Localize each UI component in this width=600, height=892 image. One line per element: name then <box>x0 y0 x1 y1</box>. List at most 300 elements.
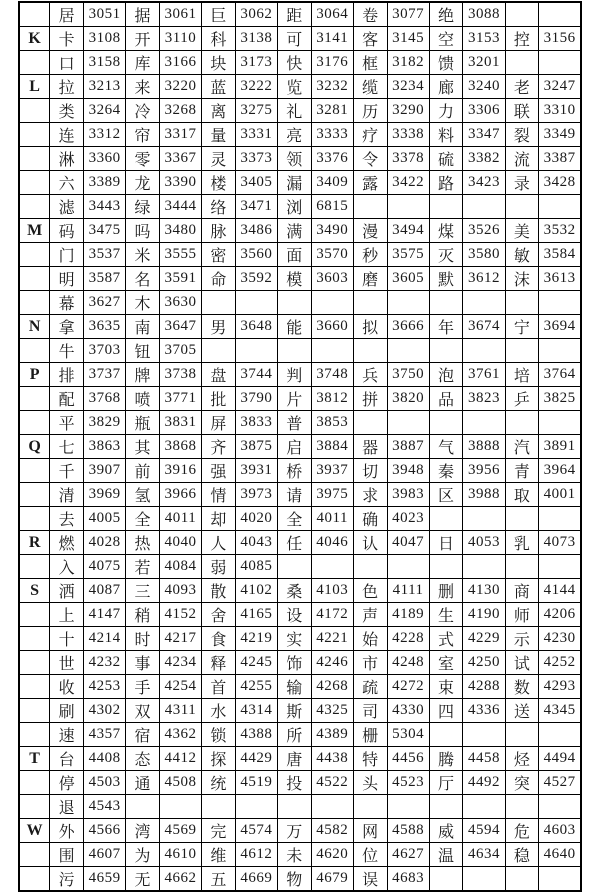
table-row <box>19 291 581 315</box>
code-cell: 3182 <box>387 51 429 75</box>
character-cell: 平 <box>50 411 84 435</box>
character-cell: 品 <box>429 387 463 411</box>
character-cell: 稳 <box>505 843 539 867</box>
table-row <box>19 651 581 675</box>
character-cell: 弱 <box>202 555 236 579</box>
section-letter-cell <box>19 771 50 795</box>
section-letter-cell <box>19 267 50 291</box>
section-letter-cell: W <box>19 819 50 843</box>
character-cell <box>277 555 311 579</box>
character-cell: 氢 <box>126 483 160 507</box>
code-cell: 3812 <box>311 387 353 411</box>
section-letter-cell <box>19 387 50 411</box>
character-cell: 缆 <box>353 75 387 99</box>
code-cell: 3108 <box>84 27 126 51</box>
character-cell: 室 <box>429 651 463 675</box>
character-cell: 四 <box>429 699 463 723</box>
code-cell: 3347 <box>463 123 505 147</box>
section-letter-cell: M <box>19 219 50 243</box>
code-cell: 3338 <box>387 123 429 147</box>
code-cell: 4543 <box>84 795 126 819</box>
character-cell: 幕 <box>50 291 84 315</box>
section-letter-cell: N <box>19 315 50 339</box>
code-cell: 3373 <box>235 147 277 171</box>
code-cell: 3948 <box>387 459 429 483</box>
character-cell <box>429 555 463 579</box>
code-cell: 4456 <box>387 747 429 771</box>
code-cell: 4221 <box>311 627 353 651</box>
character-cell: 乒 <box>505 387 539 411</box>
character-cell: 通 <box>126 771 160 795</box>
code-cell: 3061 <box>159 2 201 27</box>
table-row <box>19 339 581 363</box>
code-cell: 3222 <box>235 75 277 99</box>
character-cell <box>353 291 387 315</box>
character-cell: 区 <box>429 483 463 507</box>
code-cell: 4288 <box>463 675 505 699</box>
table-row <box>19 219 581 243</box>
table-row <box>19 99 581 123</box>
character-cell <box>277 291 311 315</box>
code-cell: 4254 <box>159 675 201 699</box>
code-cell: 3409 <box>311 171 353 195</box>
character-cell: 稍 <box>126 603 160 627</box>
character-cell: 十 <box>50 627 84 651</box>
character-cell: 器 <box>353 435 387 459</box>
character-cell: 库 <box>126 51 160 75</box>
character-cell: 牌 <box>126 363 160 387</box>
character-cell: 温 <box>429 843 463 867</box>
character-cell: 快 <box>277 51 311 75</box>
character-cell: 湾 <box>126 819 160 843</box>
character-cell: 疗 <box>353 123 387 147</box>
code-cell <box>539 507 581 531</box>
code-cell: 4073 <box>539 531 581 555</box>
code-cell: 3378 <box>387 147 429 171</box>
code-cell: 4494 <box>539 747 581 771</box>
character-cell <box>353 339 387 363</box>
character-cell <box>505 723 539 747</box>
character-cell: 空 <box>429 27 463 51</box>
section-letter-cell: S <box>19 579 50 603</box>
code-cell: 3490 <box>311 219 353 243</box>
code-cell: 4302 <box>84 699 126 723</box>
character-cell: 试 <box>505 651 539 675</box>
character-cell: 美 <box>505 219 539 243</box>
code-cell: 3771 <box>159 387 201 411</box>
character-cell: 流 <box>505 147 539 171</box>
character-cell: 绿 <box>126 195 160 219</box>
code-cell <box>463 507 505 531</box>
code-cell: 4330 <box>387 699 429 723</box>
character-cell: 录 <box>505 171 539 195</box>
section-letter-cell <box>19 795 50 819</box>
code-cell: 3603 <box>311 267 353 291</box>
character-cell: 事 <box>126 651 160 675</box>
character-cell: 口 <box>50 51 84 75</box>
code-cell: 4253 <box>84 675 126 699</box>
code-cell: 3966 <box>159 483 201 507</box>
code-cell: 4147 <box>84 603 126 627</box>
code-cell: 4659 <box>84 867 126 892</box>
code-cell: 3312 <box>84 123 126 147</box>
character-cell: 无 <box>126 867 160 892</box>
character-cell: 淋 <box>50 147 84 171</box>
character-cell: 疏 <box>353 675 387 699</box>
character-cell: 廊 <box>429 75 463 99</box>
table-row <box>19 579 581 603</box>
code-cell: 3247 <box>539 75 581 99</box>
code-cell: 4336 <box>463 699 505 723</box>
table-row <box>19 27 581 51</box>
character-cell: 危 <box>505 819 539 843</box>
code-cell: 4102 <box>235 579 277 603</box>
code-cell: 4043 <box>235 531 277 555</box>
character-cell: 时 <box>126 627 160 651</box>
character-cell: 络 <box>202 195 236 219</box>
code-cell: 3790 <box>235 387 277 411</box>
character-cell: 煤 <box>429 219 463 243</box>
table-row <box>19 315 581 339</box>
character-cell: 厅 <box>429 771 463 795</box>
character-cell: 力 <box>429 99 463 123</box>
character-cell: 强 <box>202 459 236 483</box>
character-cell: 明 <box>50 267 84 291</box>
code-cell: 3176 <box>311 51 353 75</box>
character-cell: 距 <box>277 2 311 27</box>
code-cell: 3888 <box>463 435 505 459</box>
character-cell: 速 <box>50 723 84 747</box>
table-row <box>19 555 581 579</box>
character-cell: 日 <box>429 531 463 555</box>
code-cell: 4165 <box>235 603 277 627</box>
character-cell: 确 <box>353 507 387 531</box>
code-cell: 4603 <box>539 819 581 843</box>
code-cell: 3587 <box>84 267 126 291</box>
code-cell: 3471 <box>235 195 277 219</box>
character-cell: 卡 <box>50 27 84 51</box>
code-cell: 3833 <box>235 411 277 435</box>
code-cell: 3613 <box>539 267 581 291</box>
code-cell <box>539 291 581 315</box>
character-cell: 燃 <box>50 531 84 555</box>
code-cell: 4047 <box>387 531 429 555</box>
section-letter-cell <box>19 291 50 315</box>
code-cell: 3580 <box>463 243 505 267</box>
character-cell: 桑 <box>277 579 311 603</box>
character-cell: 批 <box>202 387 236 411</box>
section-letter-cell <box>19 723 50 747</box>
code-cell: 4046 <box>311 531 353 555</box>
code-cell: 4246 <box>311 651 353 675</box>
character-cell: 框 <box>353 51 387 75</box>
character-cell <box>126 795 160 819</box>
code-cell <box>539 51 581 75</box>
character-cell: 所 <box>277 723 311 747</box>
table-row <box>19 411 581 435</box>
code-cell: 3666 <box>387 315 429 339</box>
code-cell: 3964 <box>539 459 581 483</box>
table-row <box>19 627 581 651</box>
code-cell: 3829 <box>84 411 126 435</box>
character-cell: 态 <box>126 747 160 771</box>
character-cell: 完 <box>202 819 236 843</box>
character-cell: 外 <box>50 819 84 843</box>
table-row <box>19 507 581 531</box>
character-cell: 联 <box>505 99 539 123</box>
code-cell: 4582 <box>311 819 353 843</box>
code-cell: 3138 <box>235 27 277 51</box>
character-cell: 误 <box>353 867 387 892</box>
code-cell: 3605 <box>387 267 429 291</box>
code-cell: 4607 <box>84 843 126 867</box>
character-cell: 上 <box>50 603 84 627</box>
code-cell: 3077 <box>387 2 429 27</box>
code-cell <box>463 195 505 219</box>
code-cell: 3062 <box>235 2 277 27</box>
character-cell: 取 <box>505 483 539 507</box>
character-cell: 其 <box>126 435 160 459</box>
code-cell: 3444 <box>159 195 201 219</box>
character-cell <box>429 411 463 435</box>
code-cell: 3317 <box>159 123 201 147</box>
character-cell: 人 <box>202 531 236 555</box>
character-cell: 命 <box>202 267 236 291</box>
code-cell <box>539 2 581 27</box>
character-code-table-body <box>19 2 581 891</box>
character-cell: 世 <box>50 651 84 675</box>
code-cell: 4408 <box>84 747 126 771</box>
code-cell: 3648 <box>235 315 277 339</box>
character-cell <box>505 291 539 315</box>
character-cell <box>353 795 387 819</box>
character-cell: 判 <box>277 363 311 387</box>
character-code-table <box>18 1 582 892</box>
character-cell: 拉 <box>50 75 84 99</box>
character-cell: 木 <box>126 291 160 315</box>
section-letter-cell <box>19 51 50 75</box>
code-cell: 4412 <box>159 747 201 771</box>
code-cell: 3591 <box>159 267 201 291</box>
character-cell: 维 <box>202 843 236 867</box>
character-cell: 瓶 <box>126 411 160 435</box>
character-cell: 若 <box>126 555 160 579</box>
table-row <box>19 675 581 699</box>
character-cell: 刷 <box>50 699 84 723</box>
character-cell: 拟 <box>353 315 387 339</box>
code-cell <box>311 291 353 315</box>
section-letter-cell <box>19 147 50 171</box>
code-cell: 4574 <box>235 819 277 843</box>
code-cell: 4011 <box>159 507 201 531</box>
code-cell: 4640 <box>539 843 581 867</box>
code-cell: 4228 <box>387 627 429 651</box>
character-cell: 览 <box>277 75 311 99</box>
character-cell <box>505 2 539 27</box>
code-cell: 4130 <box>463 579 505 603</box>
character-cell: 脉 <box>202 219 236 243</box>
code-cell: 3201 <box>463 51 505 75</box>
table-row <box>19 531 581 555</box>
code-cell: 4255 <box>235 675 277 699</box>
table-row <box>19 51 581 75</box>
code-cell: 3768 <box>84 387 126 411</box>
table-row <box>19 195 581 219</box>
section-letter-cell: K <box>19 27 50 51</box>
code-cell: 4111 <box>387 579 429 603</box>
code-cell: 4093 <box>159 579 201 603</box>
character-cell: 钮 <box>126 339 160 363</box>
section-letter-cell <box>19 339 50 363</box>
code-cell: 4311 <box>159 699 201 723</box>
character-cell: 馈 <box>429 51 463 75</box>
character-cell: 片 <box>277 387 311 411</box>
character-cell: 泡 <box>429 363 463 387</box>
code-cell: 6815 <box>311 195 353 219</box>
code-cell: 3360 <box>84 147 126 171</box>
code-cell: 3390 <box>159 171 201 195</box>
character-cell: 手 <box>126 675 160 699</box>
code-cell: 3088 <box>463 2 505 27</box>
code-cell: 3584 <box>539 243 581 267</box>
character-cell: 满 <box>277 219 311 243</box>
character-cell: 入 <box>50 555 84 579</box>
character-cell: 科 <box>202 27 236 51</box>
code-cell: 3494 <box>387 219 429 243</box>
code-cell: 3931 <box>235 459 277 483</box>
character-cell: 释 <box>202 651 236 675</box>
code-cell: 3232 <box>311 75 353 99</box>
section-letter-cell: P <box>19 363 50 387</box>
code-cell: 4523 <box>387 771 429 795</box>
code-cell: 3868 <box>159 435 201 459</box>
character-cell: 污 <box>50 867 84 892</box>
character-cell: 司 <box>353 699 387 723</box>
character-cell: 齐 <box>202 435 236 459</box>
character-cell: 洒 <box>50 579 84 603</box>
code-cell: 3475 <box>84 219 126 243</box>
character-cell: 任 <box>277 531 311 555</box>
code-cell: 3153 <box>463 27 505 51</box>
character-cell <box>202 291 236 315</box>
code-cell: 3635 <box>84 315 126 339</box>
code-cell: 3764 <box>539 363 581 387</box>
character-cell <box>505 555 539 579</box>
character-cell <box>429 339 463 363</box>
code-cell: 4594 <box>463 819 505 843</box>
character-cell: 盘 <box>202 363 236 387</box>
table-row <box>19 747 581 771</box>
character-cell: 台 <box>50 747 84 771</box>
code-cell: 3051 <box>84 2 126 27</box>
code-cell: 4325 <box>311 699 353 723</box>
section-letter-cell: R <box>19 531 50 555</box>
character-cell: 兵 <box>353 363 387 387</box>
character-cell: 情 <box>202 483 236 507</box>
table-row <box>19 723 581 747</box>
code-cell: 3389 <box>84 171 126 195</box>
table-row <box>19 771 581 795</box>
character-cell: 送 <box>505 699 539 723</box>
code-cell: 3141 <box>311 27 353 51</box>
code-cell: 3674 <box>463 315 505 339</box>
code-cell: 3660 <box>311 315 353 339</box>
code-cell: 3825 <box>539 387 581 411</box>
character-cell: 求 <box>353 483 387 507</box>
character-cell: 帘 <box>126 123 160 147</box>
character-cell: 礼 <box>277 99 311 123</box>
code-cell: 3555 <box>159 243 201 267</box>
code-cell: 4085 <box>235 555 277 579</box>
section-letter-cell <box>19 171 50 195</box>
code-cell: 3367 <box>159 147 201 171</box>
character-cell: 漫 <box>353 219 387 243</box>
character-cell: 市 <box>353 651 387 675</box>
code-cell: 4357 <box>84 723 126 747</box>
character-cell <box>429 195 463 219</box>
character-cell: 实 <box>277 627 311 651</box>
character-cell: 清 <box>50 483 84 507</box>
code-cell: 4230 <box>539 627 581 651</box>
code-cell: 4189 <box>387 603 429 627</box>
code-cell: 4662 <box>159 867 201 892</box>
table-row <box>19 483 581 507</box>
character-cell <box>505 867 539 892</box>
code-cell: 3612 <box>463 267 505 291</box>
character-cell: 全 <box>277 507 311 531</box>
code-cell: 3145 <box>387 27 429 51</box>
code-cell: 3213 <box>84 75 126 99</box>
character-cell: 头 <box>353 771 387 795</box>
code-cell: 4508 <box>159 771 201 795</box>
code-cell: 3820 <box>387 387 429 411</box>
character-cell: 六 <box>50 171 84 195</box>
code-cell: 4234 <box>159 651 201 675</box>
code-cell <box>539 795 581 819</box>
character-cell: 绝 <box>429 2 463 27</box>
code-cell: 3405 <box>235 171 277 195</box>
section-letter-cell <box>19 651 50 675</box>
character-cell: 束 <box>429 675 463 699</box>
code-cell: 3156 <box>539 27 581 51</box>
code-cell: 4152 <box>159 603 201 627</box>
character-cell <box>429 795 463 819</box>
character-cell: 食 <box>202 627 236 651</box>
character-cell: 门 <box>50 243 84 267</box>
section-letter-cell <box>19 699 50 723</box>
character-cell: 南 <box>126 315 160 339</box>
code-cell: 3750 <box>387 363 429 387</box>
character-cell: 密 <box>202 243 236 267</box>
character-cell: 块 <box>202 51 236 75</box>
code-cell: 4219 <box>235 627 277 651</box>
section-letter-cell <box>19 603 50 627</box>
character-cell: 式 <box>429 627 463 651</box>
character-cell: 位 <box>353 843 387 867</box>
table-row <box>19 603 581 627</box>
code-cell <box>387 339 429 363</box>
code-cell: 3853 <box>311 411 353 435</box>
character-cell: 数 <box>505 675 539 699</box>
code-cell: 4429 <box>235 747 277 771</box>
code-cell <box>463 867 505 892</box>
code-cell: 4053 <box>463 531 505 555</box>
code-cell: 3916 <box>159 459 201 483</box>
code-cell: 4020 <box>235 507 277 531</box>
code-cell <box>539 555 581 579</box>
character-cell: 水 <box>202 699 236 723</box>
code-cell: 4388 <box>235 723 277 747</box>
